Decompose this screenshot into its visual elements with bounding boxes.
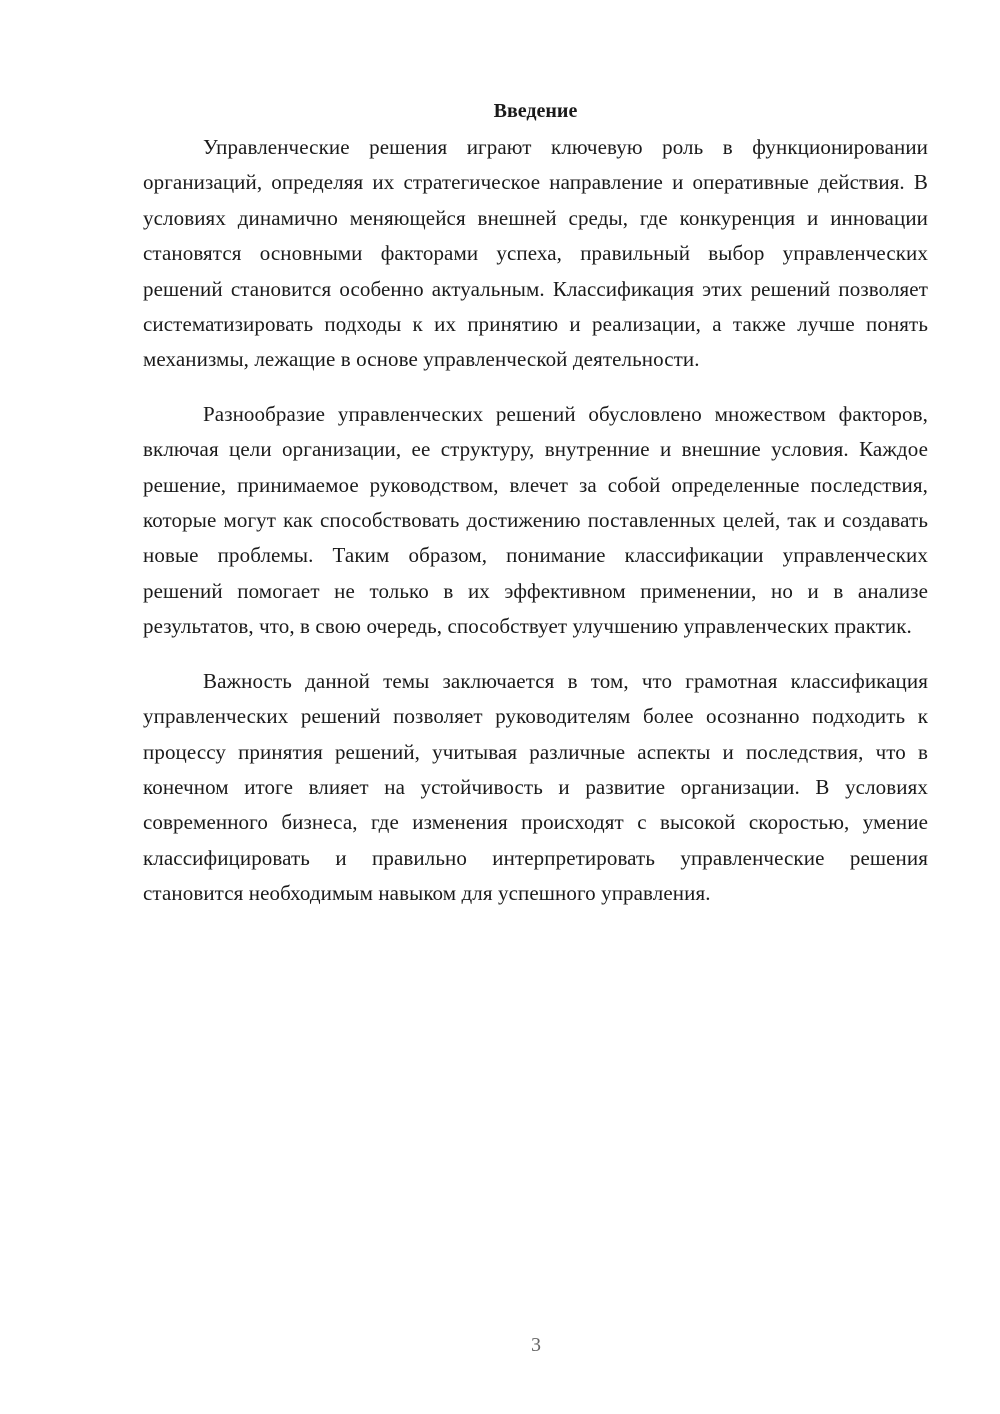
page-content: [143, 96, 928, 931]
paragraph-1: Управленческие решения играют ключевую роль в функционировании организаций, определяя их стратегическое направление и оперативные действия. В условиях динамично меняющейся внешней среды, где конкуренция и инновации становятся основными факторами успеха, правильный выбор управленческих решений становится особенно актуальным. Классификация этих решений позволяет систематизировать подходы к их принятию и реализации, а также лучше понять механизмы, лежащие в основе управленческой деятельности.: [143, 135, 928, 372]
page-number: 3: [531, 1334, 541, 1356]
paragraph-2: Разнообразие управленческих решений обусловлено множеством факторов, включая цели организации, ее структуру, внутренние и внешние условия. Каждое решение, принимаемое руководством, влечет за собой определенные последствия, которые могут как способствовать достижению поставленных целей, так и создавать новые проблемы. Таким образом, понимание классификации управленческих решений помогает не только в их эффективном применении, но и в анализе результатов, что, в свою очередь, способствует улучшению управленческих практик.: [143, 401, 928, 639]
paragraph-3: Важность данной темы заключается в том, что грамотная классификация управленческих решений позволяет руководителям более осознанно подходить к процессу принятия решений, учитывая различные аспекты и последствия, что в конечном итоге влияет на устойчивость и развитие организации. В условиях современного бизнеса, где изменения происходят с высокой скоростью, умение классифицировать и правильно интерпретировать управленческие решения становится необходимым навыком для успешного управления.: [143, 668, 928, 906]
section-heading: Введение: [493, 100, 578, 122]
